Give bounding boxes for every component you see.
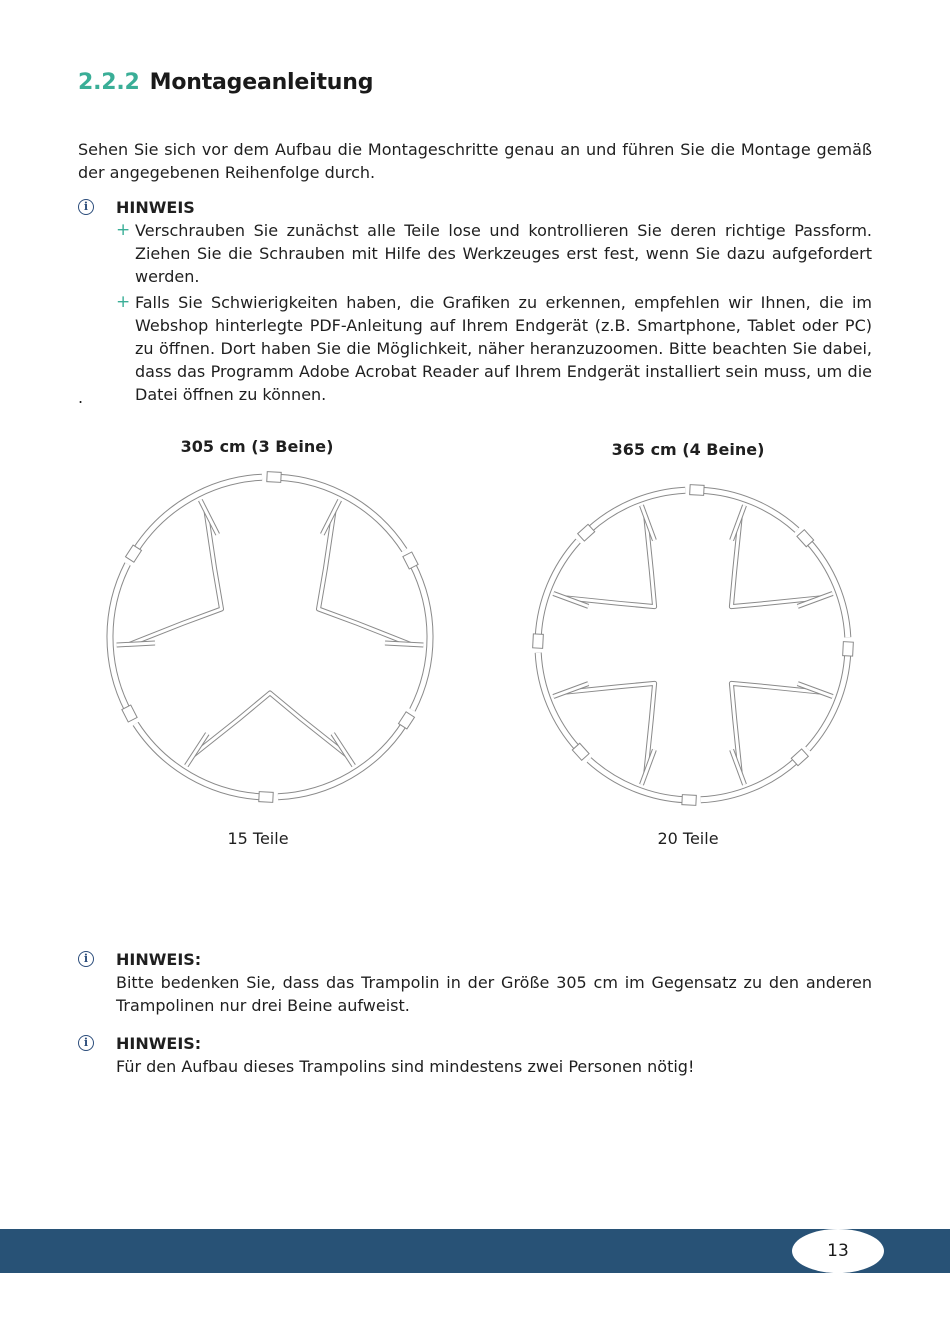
info-icon: i <box>78 199 94 215</box>
frame-rail-segment-inner <box>278 724 404 797</box>
note-hinweis-3 <box>78 1033 872 1078</box>
frame-rail-segment <box>278 477 404 550</box>
note-title: HINWEIS <box>116 198 195 217</box>
note-hinweis-2 <box>78 949 872 1017</box>
leg-upright-inner <box>186 734 207 766</box>
leg-support <box>731 517 821 607</box>
leg-support-inner <box>193 693 346 755</box>
note-body: Für den Aufbau dieses Trampolins sind mindestens zwei Personen nötig! <box>116 1057 695 1076</box>
leg-support <box>193 693 346 755</box>
frame-rail-segment-inner <box>808 541 848 637</box>
stray-dot: . <box>78 388 84 407</box>
leg-support-inner <box>731 517 821 607</box>
frame-rail-segment-inner <box>701 490 797 530</box>
frame-rail-segment <box>589 490 685 530</box>
figure-label-365: 365 cm (4 Beine) <box>611 440 765 459</box>
figure-caption-305: 15 Teile <box>227 829 289 848</box>
leg-support <box>565 683 655 773</box>
section-heading <box>78 70 373 95</box>
trampoline-frame-diagram-3-legs <box>70 462 470 812</box>
leg-support-inner <box>731 683 821 773</box>
note-list <box>116 219 872 406</box>
frame-rail-segment <box>701 490 797 530</box>
frame-rail-segment <box>589 760 685 800</box>
list-item: + Verschrauben Sie zunächst alle Teile lose und kontrollieren Sie deren richtige Passform. Ziehen Sie die Schrauben mit Hilfe des Werkzeuges erst fest, wenn Sie dazu aufgefordert werden. <box>116 220 872 286</box>
leg-support <box>731 683 821 773</box>
leg-support-inner <box>565 517 655 607</box>
frame-rail-segment <box>808 653 848 749</box>
frame-rail-segment <box>278 724 404 797</box>
frame-connector <box>259 792 273 803</box>
frame-rail-segment-inner <box>589 490 685 530</box>
section-title: Montageanleitung <box>149 70 374 95</box>
figure-caption-365: 20 Teile <box>657 829 719 848</box>
page-number: 13 <box>792 1229 884 1273</box>
leg-upright-inner <box>117 643 155 645</box>
info-icon: i <box>78 951 94 967</box>
section-number: 2.2.2 <box>78 70 140 95</box>
frame-rail-segment <box>136 724 262 797</box>
trampoline-frame-diagram-4-legs <box>508 470 878 820</box>
frame-connector <box>267 472 281 483</box>
note-hinweis-1 <box>78 197 872 409</box>
frame-rail-segment <box>136 477 262 550</box>
figure-label-305: 305 cm (3 Beine) <box>180 437 334 456</box>
intro-paragraph: Sehen Sie sich vor dem Aufbau die Montageschritte genau an und führen Sie die Montage gemäß der angegebenen Reihenfolge durch. <box>78 140 872 182</box>
frame-connector <box>690 485 704 496</box>
list-item: + Falls Sie Schwierigkeiten haben, die Grafiken zu erkennen, empfehlen wir Ihnen, die im Webshop hinterlegte PDF-Anleitung auf Ihrem Endgerät (z.B. Smartphone, Tablet oder PC) zu öffnen. Dort haben Sie die Möglichkeit, näher heranzuzoomen. Bitte beachten Sie dabei, dass das Programm Adobe Acrobat Reader auf Ihrem Endgerät installiert sein muss, um die Datei öffnen zu können. <box>116 292 872 404</box>
note-title: HINWEIS: <box>116 1034 202 1053</box>
plus-icon: + <box>116 220 131 240</box>
frame-rail-segment-inner <box>538 541 578 637</box>
frame-rail-segment-inner <box>589 760 685 800</box>
frame-rail-segment-inner <box>278 477 404 550</box>
note-title: HINWEIS: <box>116 950 202 969</box>
leg-upright-inner <box>385 643 423 645</box>
frame-rail-segment-inner <box>538 653 578 749</box>
frame-rail-segment-inner <box>808 653 848 749</box>
frame-rail-segment <box>701 760 797 800</box>
leg-support-inner <box>565 683 655 773</box>
info-icon: i <box>78 1035 94 1051</box>
frame-rail-segment-inner <box>136 477 262 550</box>
plus-icon: + <box>116 292 131 312</box>
leg-support <box>565 517 655 607</box>
leg-upright-inner <box>333 734 354 766</box>
note-body: Bitte bedenken Sie, dass das Trampolin in der Größe 305 cm im Gegensatz zu den anderen Trampolinen nur drei Beine aufweist. <box>116 973 872 1015</box>
frame-connector <box>533 634 544 648</box>
frame-rail-segment <box>538 541 578 637</box>
frame-rail-segment <box>538 653 578 749</box>
frame-connector <box>843 642 854 656</box>
frame-rail-segment-inner <box>136 724 262 797</box>
frame-connector <box>682 795 696 806</box>
frame-rail-segment-inner <box>701 760 797 800</box>
frame-rail-segment <box>808 541 848 637</box>
